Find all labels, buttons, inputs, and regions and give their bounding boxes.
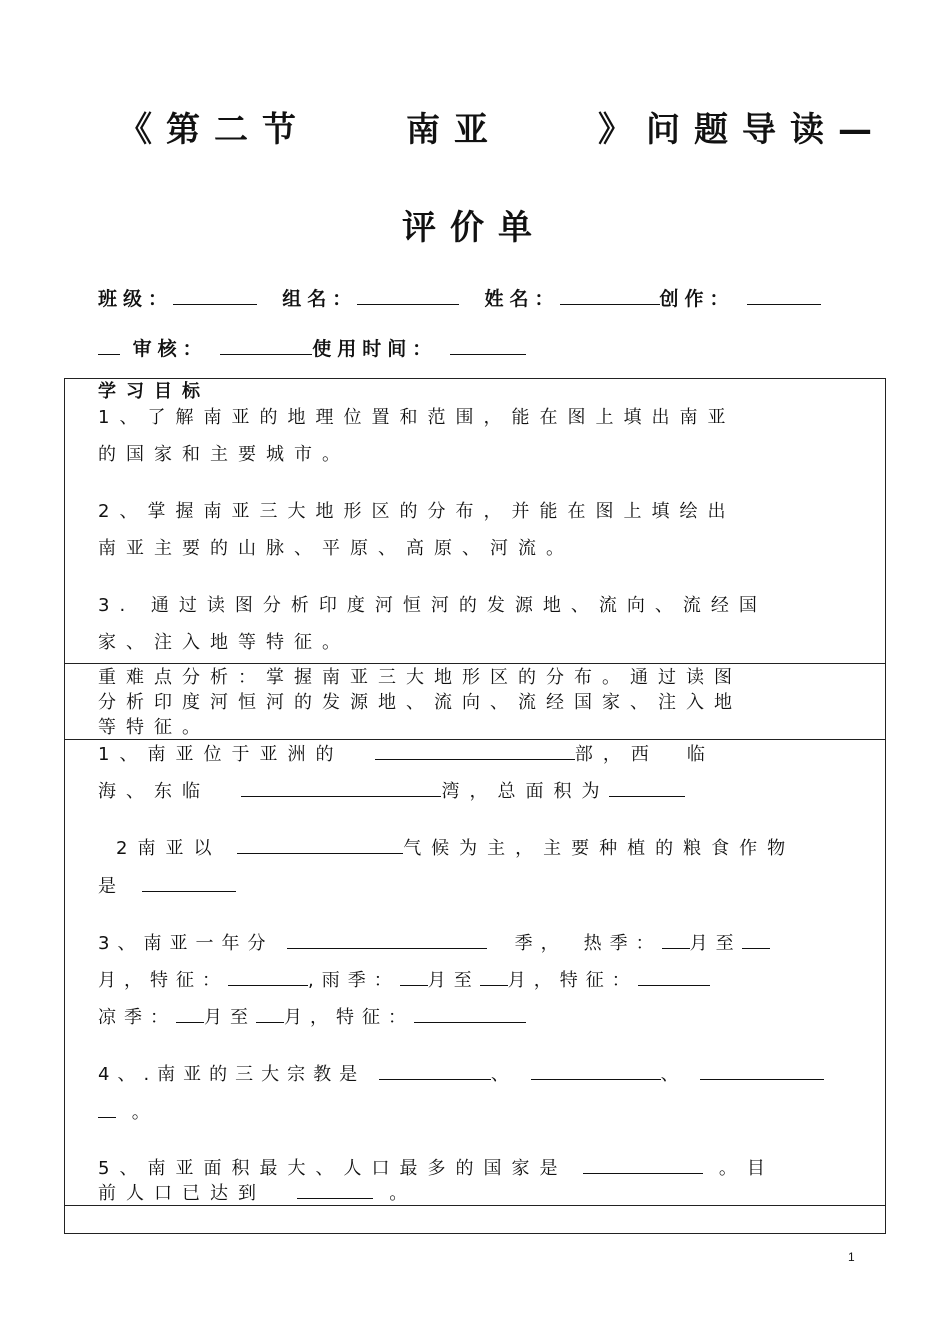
goal-2-line-1: 2、掌握南亚三大地形区的分布，并能在图上填绘出 xyxy=(98,501,736,522)
key-points-line-3: 等特征。 xyxy=(98,717,210,738)
question-1-text-c: 海、东临 xyxy=(98,781,210,802)
question-1-line-2 xyxy=(98,778,685,804)
table-divider-1 xyxy=(64,663,886,664)
author-blank[interactable] xyxy=(747,286,821,305)
question-4-text-c: 、 xyxy=(660,1064,687,1085)
goal-3-line-2: 家、注入地等特征。 xyxy=(98,632,350,653)
question-3-blank-rain-start[interactable] xyxy=(400,967,428,986)
question-3-blank-rain-end[interactable] xyxy=(480,967,508,986)
goal-1-line-2: 的国家和主要城市。 xyxy=(98,444,350,465)
question-2-text-b: 气候为主，主要种植的粮食作物 xyxy=(403,838,796,859)
question-4-text-d: 。 xyxy=(131,1102,160,1123)
key-points-line-2: 分析印度河恒河的发源地、流向、流经国家、注入地 xyxy=(98,692,742,713)
question-3-blank-hot-feature[interactable] xyxy=(228,967,308,986)
question-2-line-1 xyxy=(116,835,795,861)
question-3-text-f: 月至 xyxy=(427,970,480,991)
question-5-blank-population[interactable] xyxy=(297,1180,373,1199)
question-3-line-2 xyxy=(98,967,710,993)
question-4-blank-religion-2[interactable] xyxy=(531,1061,661,1080)
question-3-blank-rain-feature[interactable] xyxy=(638,967,710,986)
question-1-blank-area[interactable] xyxy=(609,778,685,797)
question-5-text-d: 。 xyxy=(389,1183,418,1204)
question-4-blank-religion-3[interactable] xyxy=(700,1061,824,1080)
question-3-line-3 xyxy=(98,1004,526,1030)
question-3-text-b: 季， 热季： xyxy=(514,933,662,954)
key-points-line-1: 重难点分析：掌握南亚三大地形区的分布。通过读图 xyxy=(98,667,742,688)
page-number: 1 xyxy=(848,1250,855,1264)
question-4-text-b: 、 xyxy=(490,1064,517,1085)
author-blank-cont[interactable] xyxy=(98,336,120,355)
question-3-text-g: 月，特征： xyxy=(507,970,638,991)
goal-3-line-1: 3. 通过读图分析印度河恒河的发源地、流向、流经国 xyxy=(98,595,767,616)
question-5-text-b: 。目 xyxy=(718,1158,775,1179)
question-2-blank-crop[interactable] xyxy=(142,873,236,892)
question-2-text-a: 2南亚以 xyxy=(116,838,222,859)
goals-heading: 学习目标 xyxy=(98,381,210,402)
name-label: 姓名： xyxy=(484,288,560,310)
question-3-text-j: 月，特征： xyxy=(284,1007,414,1028)
page-title-line2: 评价单 xyxy=(402,208,546,248)
question-4-line-2 xyxy=(98,1099,160,1125)
question-3-text-d: 月，特征： xyxy=(98,970,228,991)
question-4-line-1 xyxy=(98,1061,824,1087)
question-2-text-c: 是 xyxy=(98,876,126,897)
page-title-line1: 《第二节 南亚 》问题导读— xyxy=(118,110,886,150)
question-1-text-d: 湾，总面积为 xyxy=(441,781,610,802)
name-blank[interactable] xyxy=(560,286,660,305)
question-3-text-a: 3、南亚一年分 xyxy=(98,933,274,954)
question-3-blank-seasons[interactable] xyxy=(287,930,487,949)
question-4-blank-religion-3-cont[interactable] xyxy=(98,1099,116,1118)
question-5-blank-country[interactable] xyxy=(583,1155,703,1174)
time-blank[interactable] xyxy=(450,336,526,355)
question-3-blank-cool-start[interactable] xyxy=(176,1004,204,1023)
review-blank[interactable] xyxy=(220,336,312,355)
question-5-text-c: 前人口已达到 xyxy=(98,1183,266,1204)
review-label: 审核： xyxy=(132,338,208,360)
question-3-blank-hot-start[interactable] xyxy=(662,930,690,949)
question-2-blank-climate[interactable] xyxy=(237,835,403,854)
goal-2-line-2: 南亚主要的山脉、平原、高原、河流。 xyxy=(98,538,574,559)
question-4-text-a: 4、.南亚的三大宗教是 xyxy=(98,1064,366,1085)
time-label: 使用时间： xyxy=(312,338,438,360)
question-3-blank-cool-feature[interactable] xyxy=(414,1004,526,1023)
question-5-line-2 xyxy=(98,1180,417,1206)
question-1-text-a: 1、南亚位于亚洲的 xyxy=(98,744,344,765)
meta-row-2 xyxy=(98,334,526,361)
class-blank[interactable] xyxy=(173,286,257,305)
question-3-text-h: 凉季： xyxy=(98,1007,176,1028)
question-3-line-1 xyxy=(98,930,770,956)
group-blank[interactable] xyxy=(357,286,459,305)
question-4-blank-religion-1[interactable] xyxy=(379,1061,491,1080)
question-3-blank-cool-end[interactable] xyxy=(256,1004,284,1023)
author-label: 创作： xyxy=(659,288,735,310)
question-3-blank-hot-end[interactable] xyxy=(742,930,770,949)
question-5-line-1 xyxy=(98,1155,775,1181)
goal-1-line-1: 1、了解南亚的地理位置和范围，能在图上填出南亚 xyxy=(98,407,736,428)
question-2-line-2 xyxy=(98,873,236,899)
group-label: 组名： xyxy=(282,288,358,310)
meta-row-1 xyxy=(98,284,821,311)
question-5-text-a: 5、南亚面积最大、人口最多的国家是 xyxy=(98,1158,568,1179)
question-3-text-i: 月至 xyxy=(204,1007,256,1028)
question-1-blank-region[interactable] xyxy=(375,741,575,760)
question-1-blank-bay[interactable] xyxy=(241,778,441,797)
question-1-text-b: 部，西 临 xyxy=(574,744,715,765)
question-1-line-1 xyxy=(98,741,715,767)
class-label: 班级： xyxy=(98,288,174,310)
question-3-text-c: 月至 xyxy=(689,933,742,954)
question-3-text-e: ,雨季： xyxy=(308,970,400,991)
